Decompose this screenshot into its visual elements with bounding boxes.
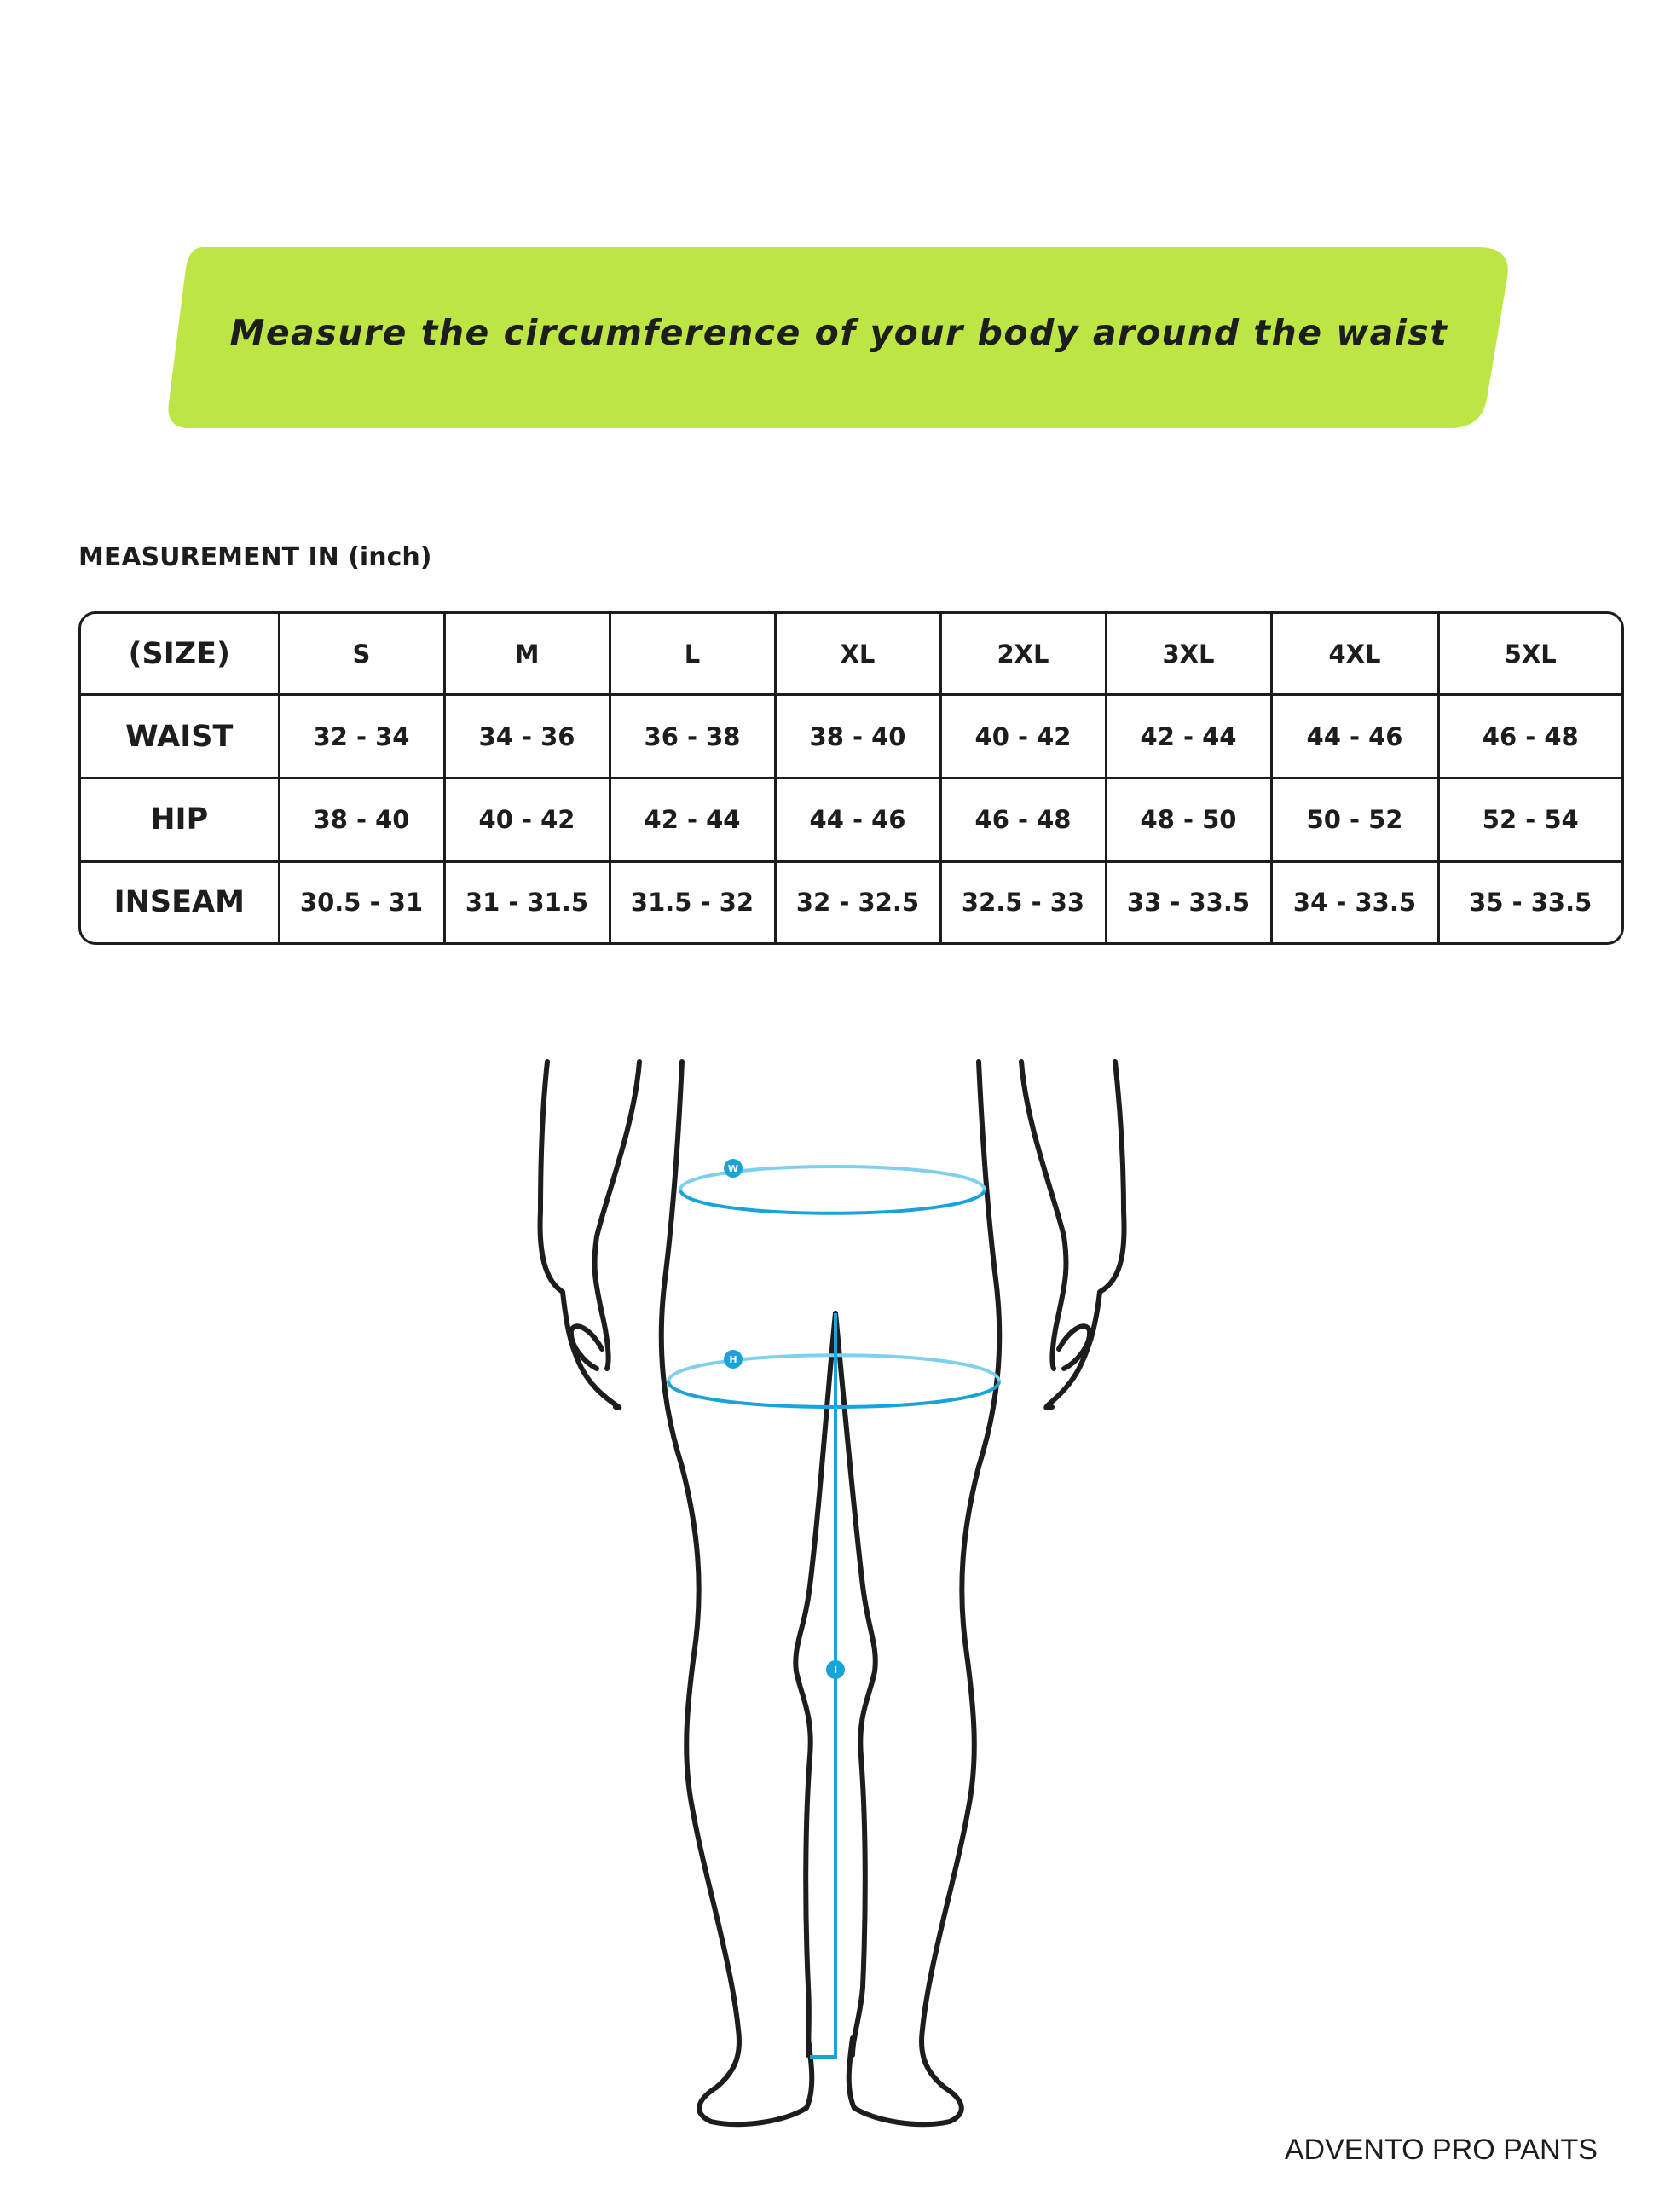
table-cell: 42 - 44 bbox=[610, 778, 775, 861]
inseam-marker bbox=[826, 1660, 845, 1679]
size-header-cell: XL bbox=[775, 614, 940, 695]
table-cell: 38 - 40 bbox=[279, 778, 444, 861]
table-cell: 38 - 40 bbox=[775, 695, 940, 779]
body-measurement-figure bbox=[0, 1049, 1659, 2157]
table-row bbox=[81, 778, 1621, 861]
size-header-cell: 4XL bbox=[1271, 614, 1438, 695]
table-cell: 35 - 33.5 bbox=[1469, 888, 1593, 918]
hip-marker bbox=[724, 1350, 743, 1369]
table-cell: 32 - 32.5 bbox=[775, 861, 940, 942]
table-cell: 42 - 44 bbox=[1106, 695, 1271, 779]
table-cell: 32.5 - 33 bbox=[940, 861, 1106, 942]
right-arm-inner-outline bbox=[1021, 1062, 1066, 1369]
size-header-row bbox=[81, 614, 1621, 695]
row-label-hip: HIP bbox=[81, 778, 279, 861]
body-outline-illustration bbox=[0, 1049, 1659, 2157]
table-cell: 44 - 46 bbox=[1271, 695, 1438, 779]
banner-text: Measure the circumference of your body around the waist bbox=[229, 312, 1448, 353]
measurement-unit-prefix: MEASUREMENT IN bbox=[78, 542, 339, 572]
measurement-unit-label bbox=[78, 542, 431, 572]
inseam-measure-line bbox=[810, 1313, 838, 2057]
table-cell: 40 - 42 bbox=[444, 778, 610, 861]
inseam-marker-label: I bbox=[833, 1665, 838, 1676]
table-cell: 48 - 50 bbox=[1106, 778, 1271, 861]
table-cell: 46 - 48 bbox=[940, 778, 1106, 861]
waist-marker-label: W bbox=[727, 1163, 739, 1174]
table-row bbox=[81, 695, 1621, 779]
table-cell: 46 - 48 bbox=[1438, 695, 1621, 779]
product-name: ADVENTO PRO PANTS bbox=[1284, 2134, 1598, 2166]
hip-marker-label: H bbox=[729, 1354, 737, 1365]
size-header-cell: 2XL bbox=[940, 614, 1106, 695]
table-row bbox=[81, 861, 1621, 942]
table-cell: 36 - 38 bbox=[610, 695, 775, 779]
size-header-label: (SIZE) bbox=[81, 614, 279, 695]
table-cell: 33 - 33.5 bbox=[1106, 861, 1271, 942]
right-leg-outer-outline bbox=[849, 1062, 1000, 2124]
right-thumb-outline bbox=[1059, 1326, 1090, 1369]
table-cell: 32 - 34 bbox=[279, 695, 444, 779]
size-header-cell: M bbox=[444, 614, 610, 695]
size-table bbox=[78, 611, 1624, 945]
left-thumb-outline bbox=[571, 1326, 602, 1369]
size-header-cell: 3XL bbox=[1106, 614, 1271, 695]
left-leg-outer-outline bbox=[662, 1062, 812, 2124]
right-leg-inner-outline bbox=[835, 1313, 876, 2055]
waist-marker bbox=[724, 1159, 743, 1178]
right-arm-outline bbox=[1046, 1062, 1124, 1408]
row-label-waist: WAIST bbox=[81, 695, 279, 779]
table-cell: 52 - 54 bbox=[1438, 778, 1621, 861]
table-cell: 34 - 33.5 bbox=[1271, 861, 1438, 942]
table-cell: 30.5 - 31 bbox=[279, 861, 444, 942]
row-label-inseam: INSEAM bbox=[81, 861, 279, 942]
table-cell: 31 - 31.5 bbox=[444, 861, 610, 942]
table-cell: 50 - 52 bbox=[1271, 778, 1438, 861]
size-header-cell: S bbox=[279, 614, 444, 695]
size-header-cell: 5XL bbox=[1438, 614, 1621, 695]
table-cell: 31.5 - 32 bbox=[610, 861, 775, 942]
size-header-cell: L bbox=[610, 614, 775, 695]
table-cell: 34 - 36 bbox=[444, 695, 610, 779]
instruction-banner bbox=[165, 247, 1512, 428]
size-table-grid bbox=[81, 614, 1621, 942]
table-cell: 40 - 42 bbox=[940, 695, 1106, 779]
table-cell: 44 - 46 bbox=[775, 778, 940, 861]
left-arm-inner-outline bbox=[595, 1062, 639, 1369]
left-leg-inner-outline bbox=[795, 1313, 838, 2055]
measurement-unit: (inch) bbox=[348, 542, 432, 572]
